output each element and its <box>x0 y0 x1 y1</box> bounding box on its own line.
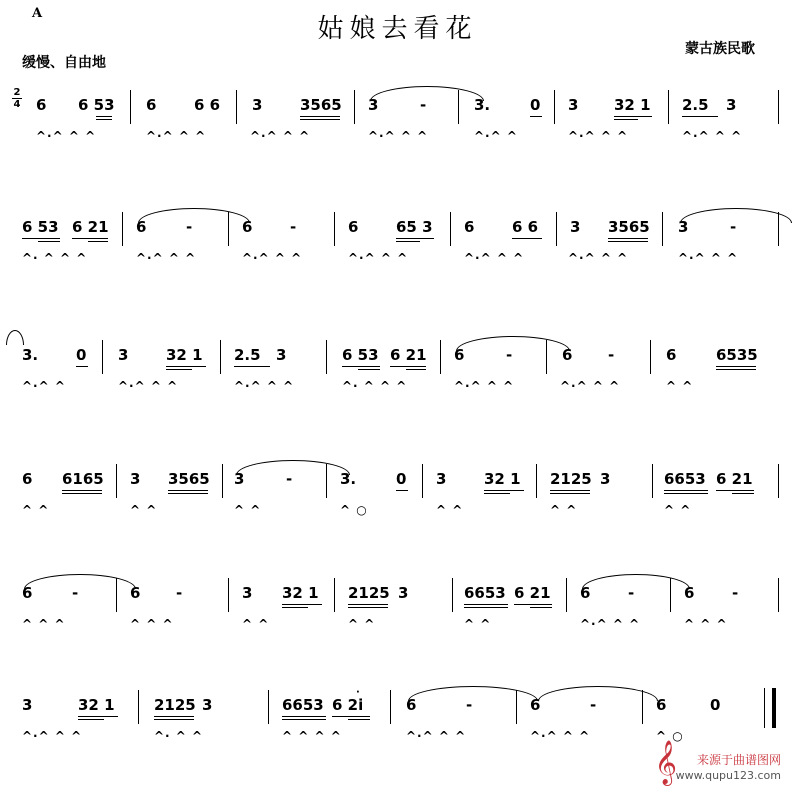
note-group: 32 1 <box>166 346 203 364</box>
note: 3 <box>118 346 129 364</box>
barline <box>778 464 779 498</box>
note-group: 6 2i <box>332 696 364 714</box>
note-group: 6653 <box>664 470 706 488</box>
barline <box>222 464 223 498</box>
note: 6 <box>464 218 475 236</box>
barline <box>670 578 671 612</box>
note: 6 <box>684 584 695 602</box>
note-group: 6535 <box>716 346 758 364</box>
dash: - <box>732 584 739 602</box>
barline <box>662 212 663 246</box>
note: 3 <box>130 470 141 488</box>
note: 6 <box>136 218 147 236</box>
note: 3. <box>22 346 39 364</box>
barline <box>122 212 123 246</box>
fingering-mark: ^ ^ ^ ^ <box>282 729 342 743</box>
barline <box>440 340 441 374</box>
section-label: A <box>32 6 43 21</box>
treble-clef-icon: 𝄞 <box>654 740 677 784</box>
note: 3. <box>474 96 491 114</box>
watermark <box>676 752 781 784</box>
note: 3 <box>726 96 737 114</box>
fingering-mark: ^ ^ ^ <box>684 617 728 631</box>
barline <box>220 340 221 374</box>
fingering-mark: ^·^ ^ ^ <box>568 251 629 265</box>
dash: - <box>176 584 183 602</box>
note-group: 32 1 <box>78 696 115 714</box>
fingering-mark: ^·^ ^ ^ <box>234 379 295 393</box>
fingering-mark: ^·^ ^ <box>474 129 518 143</box>
score-line-5 <box>0 584 795 654</box>
dash: - <box>72 584 79 602</box>
score-line-2 <box>0 218 795 288</box>
time-signature-top: 2 <box>13 87 21 98</box>
note-group: 3565 <box>608 218 650 236</box>
barline <box>116 578 117 612</box>
barline <box>326 340 327 374</box>
barline <box>778 90 779 124</box>
composer-label: 蒙古族民歌 <box>685 41 755 57</box>
note: 6 <box>36 96 47 114</box>
fingering-mark: ^ ^ ^ <box>22 617 66 631</box>
note: 3 <box>436 470 447 488</box>
note-group: 2125 <box>348 584 390 602</box>
dash: - <box>506 346 513 364</box>
barline <box>642 690 643 724</box>
fingering-mark: ^ ^ <box>22 503 50 517</box>
note-group: 2125 <box>550 470 592 488</box>
fingering-mark: ^· ^ ^ ^ <box>22 251 88 265</box>
fingering-mark: ^· ^ ^ <box>154 729 204 743</box>
barline <box>452 578 453 612</box>
rest: 0 <box>710 696 721 714</box>
fingering-mark: ^·^ ^ ^ <box>242 251 303 265</box>
note: 3 <box>568 96 579 114</box>
note-group: 6 6 <box>194 96 221 114</box>
barline <box>516 690 517 724</box>
fingering-mark: ^·^ ^ ^ <box>568 129 629 143</box>
barline <box>554 90 555 124</box>
barline <box>138 690 139 724</box>
dash: - <box>466 696 473 714</box>
fingering-mark: ^·^ ^ ^ <box>678 251 739 265</box>
barline <box>116 464 117 498</box>
fingering-mark: ^ ^ <box>234 503 262 517</box>
note: 3 <box>368 96 379 114</box>
fingering-mark: ^ ^ <box>550 503 578 517</box>
note: 6 <box>562 346 573 364</box>
barline <box>334 578 335 612</box>
fingering-mark: ^ ^ <box>436 503 464 517</box>
barline <box>652 464 653 498</box>
barline <box>422 464 423 498</box>
fingering-mark: ^·^ ^ ^ <box>348 251 409 265</box>
fingering-mark: ^·^ ^ ^ <box>118 379 179 393</box>
note-group: 6 21 <box>716 470 753 488</box>
note: 3 <box>202 696 213 714</box>
barline <box>556 212 557 246</box>
fingering-mark: ^·^ ^ ^ <box>368 129 429 143</box>
note: 3 <box>22 696 33 714</box>
fingering-mark: ^ ^ <box>348 617 376 631</box>
rest: 0 <box>76 346 87 364</box>
rest: 0 <box>396 470 407 488</box>
dash: - <box>590 696 597 714</box>
fingering-mark: ^ ^ <box>130 503 158 517</box>
time-signature-bottom: 4 <box>13 99 21 110</box>
note-group: 6 21 <box>514 584 551 602</box>
barline <box>130 90 131 124</box>
final-barline <box>772 688 776 728</box>
note-group: 3565 <box>300 96 342 114</box>
note-group: 32 1 <box>484 470 521 488</box>
note-group: 2.5 <box>234 346 261 364</box>
fingering-mark: ^·^ ^ ^ <box>530 729 591 743</box>
note: 6 <box>146 96 157 114</box>
note: 6 <box>242 218 253 236</box>
note: 6 <box>454 346 465 364</box>
barline <box>326 464 327 498</box>
tie <box>138 208 250 223</box>
tie <box>236 460 350 475</box>
note: 3 <box>600 470 611 488</box>
note-group: 6653 <box>464 584 506 602</box>
fingering-mark: ^ ○ <box>656 729 684 743</box>
note-group: 6165 <box>62 470 104 488</box>
dash: - <box>420 96 427 114</box>
note-group: 6 53 <box>342 346 379 364</box>
barline <box>354 90 355 124</box>
note-group: 6 53 <box>78 96 115 114</box>
note-group: 6 21 <box>72 218 109 236</box>
watermark-site: 来源于曲谱图网 <box>696 753 781 767</box>
note: 3 <box>678 218 689 236</box>
fingering-mark: ^·^ ^ ^ <box>146 129 207 143</box>
note: 3 <box>242 584 253 602</box>
tie <box>456 336 570 351</box>
barline <box>566 578 567 612</box>
barline <box>228 578 229 612</box>
note: 3 <box>570 218 581 236</box>
note-group: 6 53 <box>22 218 59 236</box>
dash: - <box>290 218 297 236</box>
note: 3. <box>340 470 357 488</box>
note-group: 6 6 <box>512 218 539 236</box>
barline <box>450 212 451 246</box>
barline <box>778 212 779 246</box>
barline <box>390 690 391 724</box>
tie <box>582 574 690 589</box>
note: 6 <box>22 470 33 488</box>
barline <box>458 90 459 124</box>
fingering-mark: ^·^ ^ ^ <box>406 729 467 743</box>
fingering-mark: ^ ^ <box>464 617 492 631</box>
rest: 0 <box>530 96 541 114</box>
fingering-mark: ^·^ ^ ^ <box>454 379 515 393</box>
barline <box>334 212 335 246</box>
dash: - <box>628 584 635 602</box>
score-line-3 <box>0 346 795 416</box>
barline <box>236 90 237 124</box>
fingering-mark: ^·^ ^ <box>22 379 66 393</box>
barline <box>536 464 537 498</box>
note: 6 <box>580 584 591 602</box>
barline <box>228 212 229 246</box>
fingering-mark: ^·^ ^ ^ <box>682 129 743 143</box>
tie <box>24 574 136 589</box>
dash: - <box>286 470 293 488</box>
watermark-url: www.qupu123.com <box>675 769 781 782</box>
high-octave-dot: · <box>356 687 360 698</box>
fingering-mark: ^·^ ^ ^ <box>22 729 83 743</box>
barline <box>764 688 765 728</box>
fingering-mark: ^ ○ <box>340 503 368 517</box>
tempo-marking: 缓慢、自由地 <box>22 55 106 71</box>
song-title: 姑娘去看花 <box>317 14 478 44</box>
note: 6 <box>530 696 541 714</box>
dash: - <box>608 346 615 364</box>
fingering-mark: ^·^ ^ ^ <box>250 129 311 143</box>
note: 6 <box>22 584 33 602</box>
tie <box>408 686 538 701</box>
fingering-mark: ^·^ ^ ^ <box>560 379 621 393</box>
note: 3 <box>252 96 263 114</box>
fingering-mark: ^·^ ^ ^ <box>136 251 197 265</box>
note: 6 <box>406 696 417 714</box>
note-group: 32 1 <box>282 584 319 602</box>
barline <box>668 90 669 124</box>
note: 3 <box>234 470 245 488</box>
note: 6 <box>130 584 141 602</box>
tie <box>538 686 658 701</box>
note-group: 6 21 <box>390 346 427 364</box>
note-group: 2.5 <box>682 96 709 114</box>
score-line-4 <box>0 470 795 540</box>
tie <box>6 330 24 345</box>
barline <box>650 340 651 374</box>
note: 3 <box>398 584 409 602</box>
note: 6 <box>656 696 667 714</box>
tie <box>370 86 484 101</box>
fingering-mark: ^ ^ <box>666 379 694 393</box>
fingering-mark: ^·^ ^ ^ <box>580 617 641 631</box>
note-group: 32 1 <box>614 96 651 114</box>
note-group: 6653 <box>282 696 324 714</box>
note-group: 65 3 <box>396 218 433 236</box>
note: 6 <box>666 346 677 364</box>
note: 6 <box>348 218 359 236</box>
barline <box>102 340 103 374</box>
fingering-mark: ^·^ ^ ^ <box>464 251 525 265</box>
dash: - <box>730 218 737 236</box>
note: 3 <box>276 346 287 364</box>
fingering-mark: ^·^ ^ ^ <box>36 129 97 143</box>
fingering-mark: ^ ^ <box>664 503 692 517</box>
dash: - <box>186 218 193 236</box>
fingering-mark: ^· ^ ^ ^ <box>342 379 408 393</box>
fingering-mark: ^ ^ ^ <box>130 617 174 631</box>
barline <box>268 690 269 724</box>
barline <box>778 578 779 612</box>
fingering-mark: ^ ^ <box>242 617 270 631</box>
note-group: 2125 <box>154 696 196 714</box>
note-group: 3565 <box>168 470 210 488</box>
score-line-1 <box>0 96 795 166</box>
barline <box>546 340 547 374</box>
